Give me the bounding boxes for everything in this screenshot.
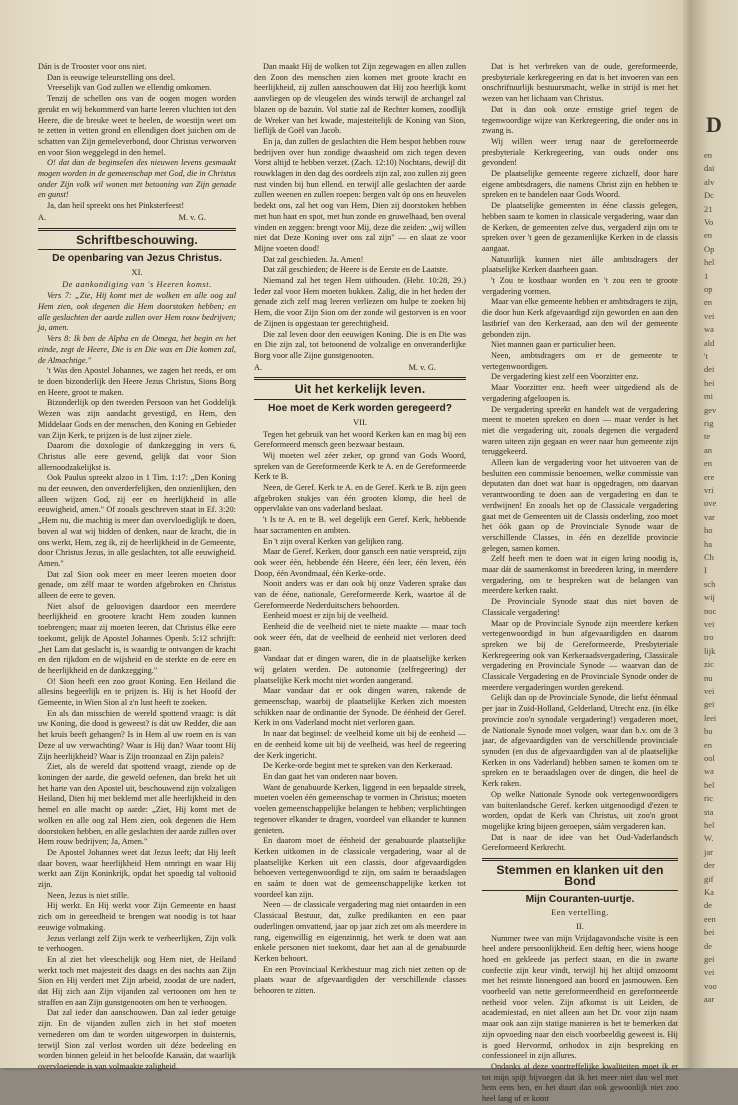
paragraph: 't Zou te kostbaar worden en 't zou een te groote vergadering vormen. bbox=[482, 276, 678, 296]
adjacent-page-fragment: leei bbox=[704, 712, 717, 723]
adjacent-page-fragment: wa bbox=[704, 766, 714, 777]
paragraph: Dat zál geschieden; de Heere is de Eerste en de Laatste. bbox=[263, 265, 448, 275]
paragraph: De vergadering kiest zelf een Voorzitter enz. bbox=[491, 372, 639, 382]
paragraph: De plaatselijke gemeente regeere zichzelf, door hare eigene ambtsdragers, die namens Christ zijn en hebben te spreken en te handelen naar Gods Woord. bbox=[482, 169, 678, 200]
paragraph: Maar op de Provinciale Synode zijn meerdere kerken vertegenwoordigd in hun afgevaardigden en daarom spreken we bij de Gereformeerde, Presbyteriale Kerkregeering ook van Kerkeraadsvergadering, Classicale vergadering en Provinciale Synode — waarvan dan de Classicale Vergadering en de Provinciale Synode onder de meerdere vergaderingen worden gerekend. bbox=[482, 618, 678, 692]
paragraph: In naar dat beginsel: de veelheid kome uit bij de eenheid — en de eenheid kome uit bij de veelheid, was heel de regeering der Kerk ingericht. bbox=[254, 729, 466, 760]
adjacent-page-fragment: Vo bbox=[704, 217, 714, 227]
adjacent-page-fragment: alv bbox=[704, 176, 715, 187]
adjacent-page-fragment: hel bbox=[704, 820, 715, 830]
adjacent-page-fragment: en bbox=[704, 230, 713, 241]
adjacent-page-fragment: op bbox=[704, 284, 713, 294]
adjacent-page-fragment: en bbox=[704, 297, 713, 308]
scripture-verses bbox=[38, 291, 236, 366]
signature-right: M. v. G. bbox=[178, 212, 206, 222]
divider bbox=[254, 399, 466, 400]
paragraph: Vandaar dat er dingen waren, die in de plaatselijke kerken wíj gelaten werden. De autonomie (zelfregeering) der plaatselijke Kerk mocht niet worden aangerand. bbox=[254, 654, 466, 685]
section-heading-schriftbeschouwing: Schriftbeschouwing. bbox=[76, 232, 198, 247]
paragraph: Tegen het gebruik van het woord Kerken kan en mag bij een Gereformeerd mensch geen bezwaar bestaan. bbox=[254, 429, 466, 450]
adjacent-page-fragment: ric bbox=[704, 793, 713, 804]
signature-line bbox=[38, 213, 236, 224]
divider bbox=[254, 377, 466, 380]
paragraph: En een Provinciaal Kerkbestuur mag zich niet zetten op de plaats waar de afgevaardigden der verschillende classes behooren te zitten. bbox=[254, 964, 466, 996]
paragraph: Vreeselijk van God zullen we ellendig omkomen. bbox=[47, 83, 212, 93]
paragraph: En daarom moet de éénheid der genabuurde plaatselijke Kerken uitkomen in de classicale vergadering, waar al de plaatselijke Kerken uit een classis, door afgevaardigden behoeven vertegenwoordigd te zijn, om saám te beraadslagen en saám te doen wat de gemeenschappelijke kerken tot voordeel kan zijn. bbox=[254, 836, 466, 899]
paragraph: Gelijk dan op de Provinciale Synode, die liefst éénmaal per jaar in Zuid-Holland, Gelderland, Utrecht enz. (in élke provincie zoo'n synodale vergadering!) vergaderen moet, de Nationale Synode moet volgen, waar dan b.v. om de 3 jaar, de afgevaardigden van de verschillende provinciale synoden (en dus de afgevaardigden van al de plaatselijke Kerken in ons Vaderland) hebben samen te komen om te spreken en te beraadslagen over de dingen, die heel de Kerk raken. bbox=[482, 693, 678, 789]
adjacent-page-fragment: Ch bbox=[704, 552, 714, 562]
adjacent-page-fragment: vei bbox=[704, 686, 715, 696]
adjacent-page-fragment: Op bbox=[704, 243, 715, 254]
paragraph: Jezus verlangt zelf Zijn werk te verheerlijken, Zijn volk te verhoogen. bbox=[38, 933, 236, 954]
adjacent-page-fragment: sta bbox=[704, 806, 714, 817]
paragraph: Ziet, als de wereld dat spottend vraagt, ziende op de koningen der aarde, die geweld oefenen, dan brekt het uit het harte van den Apostel uit, beschouwend zijn volzaligen Heiland, Dien hij met beklemd met alle heerlijkheid in den hemel en alle macht op aarde: „Ziet, Hij komt met de wolken en alle oog zal Hem zien, ook degenen die Hem doorstoken hebben, en alle geslachten der aarde zullen over Hem rouw bedrijven; Ja, Amen." bbox=[38, 762, 236, 847]
paragraph: O! Sion heeft een zoo groot Koning. Een Heiland die allesins begeerlijk en te prijzen is. Hij is het Hoofd der Gemeente, in Wien Sion al z'n lust heeft te zoeken. bbox=[38, 676, 236, 708]
adjacent-page-initial: D bbox=[706, 112, 722, 137]
column-3 bbox=[482, 62, 678, 1104]
adjacent-page-fragment: bel bbox=[704, 779, 715, 790]
adjacent-page-fragment: gev bbox=[704, 404, 717, 415]
paragraph: De plaatselijke gemeenten in ééne classis gelegen, hebben saam te komen in classicale vergadering, waar dan de Kerken, de gemeenten zelve dus, vergaderd zijn om te spreken over 't geen de gezamenlijke Kerken in de classis aangaat. bbox=[482, 201, 678, 253]
paragraph: Maar Voorzitter enz. heeft weer uitgediend als de vergadering afgeloopen is. bbox=[482, 383, 678, 403]
adjacent-page-fragment: ove bbox=[704, 498, 717, 509]
paragraph: Ondanks al deze voortreffelijke kwaliteiten moet ik er tot mijn spijt bijvoegen dat ik het meer niet dan wel met hem eens ben, en het duurt dan ook gewoonlijk niet zoo heel lang of er komt bbox=[482, 1061, 678, 1104]
adjacent-page-fragment: 't bbox=[704, 351, 708, 361]
adjacent-page-fragment: vei bbox=[704, 310, 715, 321]
adjacent-page-fragment: voo bbox=[704, 980, 717, 991]
paragraph: Die zal leven door den eeuwigen Koning. Die is en Die was en Die zijn zal, tot betoonend de volzalige en onveranderlijke Borg voor alle Zijne gunstgenooten. bbox=[254, 329, 466, 360]
adjacent-page-fragment: dai bbox=[704, 163, 715, 174]
adjacent-page-fragment: vei bbox=[704, 619, 715, 629]
paragraph: Maar de Geref. Kerken, door gansch een natie verspreid, zijn ook weer één, hebbende één Heere, één leer, één leven, één Doop, één Avondmaal, één Kerke-orde. bbox=[254, 547, 466, 578]
paragraph: Neen, de Geref. Kerk te A. en de Geref. Kerk te B. zijn geen afgebroken stukjes van één grooten klomp, die heel de oppervlakte van ons vaderland beslaat. bbox=[254, 483, 466, 514]
adjacent-page-fragment: bu bbox=[704, 726, 713, 737]
paragraph: Neen, ambtsdragers om er de gemeente te vertegenwoordigen. bbox=[482, 350, 678, 371]
intro-text bbox=[38, 62, 236, 212]
article-number: II. bbox=[576, 920, 584, 931]
adjacent-page-fragment: an bbox=[704, 444, 713, 455]
adjacent-page-fragment: nu bbox=[704, 672, 713, 683]
paragraph: Eenheid die de veelheid niet te niete maakte — maar toch ook weer één, dat de veelheid de eenheid niet verloren deed gaan. bbox=[254, 622, 466, 653]
paragraph: En al ziet het vleeschelijk oog Hem niet, de Heiland werkt toch met majesteit des daags en des nachts aan Zijn Sion en Hij verdert met Zijn arbeid, zoodat de ure nadert, dat Hij zich aan Zijn vijanden zal vertoonen om hen te straffen en aan Zijn gunstgenooten om hen te verhoogen. bbox=[38, 954, 236, 1007]
paragraph: Alleen kan de vergadering voor het uitvoeren van de besluiten een commissie benoemen, welke commissie van deputaten dan doet wat haar is opgedragen, om daarvan verantwoording te doen aan de vergadering en dan te verdwijnen! En zooals het op de Classicale vergadering gaat met de Gemeenten uit de Classis onderling, zoo moet het óók gaan op de Provinciale Synode waar de verschillende Classes, in één en dezelfde provincie gelegen, samen komen. bbox=[482, 458, 678, 553]
paragraph: En als dan misschien de wereld spottend vraagt: is dát uw Koning, die dood is geweest? is dát uw Redder, die aan het kruis beeft gehangen? Is in Hem al uw roem en is van Deze al uw verwachting? Waar is Hij dan? Waar toont Hij Zijn heerlijkheid? Waar is Zijn troonzaal en Zijn paleis? bbox=[38, 708, 236, 761]
paragraph: Zelf heeft men te doen wat in eigen kring noodig is, maar dát de saamenkomst in breederen kring, in meerdere vergadering, om te bespreken wat de belangen van meerdere kerken raakt. bbox=[482, 554, 678, 596]
adjacent-page-fragment: wij bbox=[704, 592, 715, 603]
adjacent-page-fragment: gif bbox=[704, 873, 714, 884]
paragraph: En ja, dan zullen de geslachten die Hem bespot hebben rouw bedrijven over hun zondige dwaasheid om zich tegen deven Vorst altijd te hebben verzet. (Zach. 12:10) Nochtans, dewijl dit rouwklagen in den dag des oordeels zijn zal, zoo zullen zij geen rust vinden bij hun ellend. en terwijl alle geslachten der aarde zullen weenen en zullen roepen: bergen valt óp ons en heuvelen bedekt ons, zal het oog van Hem, Dien zij doorstoken hebben met hun haat en spot, met hun zonde en gruwelhaad, ben overal vinden en zeggen: brengt voor Mij, deze die zeiden: „wij willen niet dat Deze Koning over ons zal zijn" — en slaat ze voor Mijne voeten dood! bbox=[254, 136, 466, 253]
paragraph: Daarom die doxologie of dankzegging in vers 6, Christus alle eere gevend, gelijk dat voor Sion allernoodzakelijkst is. bbox=[38, 441, 236, 472]
paragraph: O! dat dan de beginselen des nieuwen levens gesmaakt mogen worden in de gemeenschap met God, die in Christus onder Zijn volk wil wonen met betooning van Zijn genade en gunst! bbox=[38, 158, 236, 200]
adjacent-page-fragment: vei bbox=[704, 967, 715, 978]
article-title: De openbaring van Jezus Christus. bbox=[52, 253, 222, 265]
paragraph: Dat is naar de idee van het Oud-Vaderlandsch Gereformeerd Kerkrecht. bbox=[482, 832, 678, 853]
adjacent-page-fragment: tro bbox=[704, 632, 714, 643]
adjacent-page-fragment: een bbox=[704, 913, 716, 924]
adjacent-page-fragment: hel bbox=[704, 257, 715, 268]
paragraph: Neen — de classicale vergadering mag niet ontaarden in een Classicaal Bestuur, dat, zulke predikanten en een paar ouderlingen omvattend, jaar op jaar zich zet om als meerdere in rang, eigenwillig en eigenzinnig, het werk te doen wat aan enkele personen niet toekomt, daar het aan al de genabuurde Kerken behoort. bbox=[254, 900, 466, 963]
paragraph: De Apostel Johannes weet dat Jezus leeft; dat Hij leeft daar boven, waar heerlijkheid Hem omringt en waar Hij werkt aan Zijn Koninkrijk, opdat het spoedig tal voltooid zijn. bbox=[38, 847, 236, 890]
adjacent-page-fragment: aar bbox=[704, 994, 715, 1005]
paragraph: Wij willen weer terug naar de gereformeerde presbyteriale Kerkregeering, van ouds onder ons gevonden! bbox=[482, 136, 678, 168]
adjacent-page-fragment: bei bbox=[704, 927, 715, 938]
verse: Vers 7: „Zie, Hij komt met de wolken en alle oog zal Hem zien, ook degenen die Hem doorstoken hebben; en alle geslachten der aarde zullen over Hem rouw bedrijven; ja, amen. bbox=[38, 291, 236, 333]
article-title: Mijn Couranten-uurtje. bbox=[525, 894, 635, 906]
paragraph: Bizonderlijk op den tweeden Persoon van het Goddelijk Wezen was zijn aandacht gevestigd, en Hem, den Middelaar Gods en der menschen, den Koning en Gebieder van Zijn Kerk, te prijzen is de lust zijner ziele. bbox=[38, 398, 236, 440]
paragraph: Wij moeten wel zéer zeker, op grond van Gods Woord, spreken van de Gereformeerde Kerk te A. en de Gereformeerde Kerk te B. bbox=[254, 450, 466, 482]
adjacent-page-fragment: en bbox=[704, 150, 713, 160]
article-subtitle: Een vertelling. bbox=[551, 908, 609, 918]
adjacent-page-fragment: der bbox=[704, 860, 715, 871]
paragraph: Niet mannen gaan er particulier heen. bbox=[491, 340, 616, 350]
adjacent-page-fragment: mi bbox=[704, 391, 713, 402]
adjacent-page-fragment: ho bbox=[704, 525, 713, 536]
paragraph: En 't zijn overal Kerken van gelijken rang. bbox=[263, 536, 404, 546]
article-title: Hoe moet de Kerk worden geregeerd? bbox=[268, 403, 452, 415]
adjacent-page-fragment: wa bbox=[704, 324, 714, 335]
paragraph: Neen, Jezus is niet stille. bbox=[47, 890, 130, 900]
paragraph: En dan gaat het van onderen naar boven. bbox=[263, 772, 398, 781]
adjacent-page-fragment: gei bbox=[704, 954, 715, 964]
paragraph: Natuurlijk kunnen niet álle ambtsdragers der plaatselijke Kerken daarheen gaan. bbox=[482, 254, 678, 275]
paragraph: Nummer twee van mijn Vrijdagavondsche visite is een heel andere persoonlijkheid. Een deftig heer, wiens hooge hoed en gekleede jas perfect staan, en die in zwarte confectie zijn keur vindt, terwijl hij het altijd omzoomt met het reinste linnengoed aan boord en jasmouwen. Een voorbeeld van nette gereformeerdheid en gereformeerde netheid voor velen. Zijn afkomst is uit Leiden, de academiestad, en niet alleen aan het Dr. voor zijn naam maar ook aan zijn statige manieren is het te bemerken dat zijn opvoeding naar den eisch voorbeeldig geweest is. Hij is goed Hervormd, orthodox in zijn bespreking en confessioneel in zijn allures. bbox=[482, 933, 678, 1061]
divider bbox=[38, 249, 236, 250]
paragraph: Dat zal Sion ook meer en meer leeren moeten door genade, om zélf maar te worden afgebroken en Christus alleen de eere te geven. bbox=[38, 569, 236, 601]
article-body bbox=[38, 366, 236, 1072]
paragraph: Dán is de Trooster voor ons niet. bbox=[38, 62, 147, 71]
adjacent-page-fragment: var bbox=[704, 511, 715, 522]
adjacent-page-fragment: Dc bbox=[704, 190, 714, 201]
column-2 bbox=[254, 62, 466, 1052]
paragraph: Nooit anders was er dan ook bij onze Vaderen sprake dan van de ééne, nationale, Gereformeerde Kerk, waartoe ál de Gereformeerde Nederduitschers behoorden. bbox=[254, 579, 466, 610]
paragraph: Dat is het verbreken van de oude, gereformeerde, presbyteriale kerkregeering en dat is het invoeren van een onschriftuurlijk bestuursmacht, welke in strijd is met het wezen van het lichaam van Christus. bbox=[482, 62, 678, 104]
paragraph: Ook Paulus spreekt alzoo in 1 Tim. 1:17: „Den Koning nu der eeuwen, den onverderfelijken, den onzienlijken, den alleen wijzen God, zij eer en heerlijkheid in alle eeuwigheid, amen." Of zooals geschreven staat in Ef. 3:20: „Hem nu, die machtig is meer dan overvloediglijk te doen, boven al wat wij bidden of denken, naar de kracht, die in ons werkt, Hem, zeg ik, zij de heerlijkheid in de Gemeente, door Christus Jezus, in alle geslachten, tot alle eeuwigheid. Amen." bbox=[38, 473, 236, 568]
paragraph: 't Is te A. en te B. wel degelijk een Geref. Kerk, hebbende haar sacramenten en ambten. bbox=[254, 515, 466, 535]
paragraph: De vergadering spreekt en handelt wat de vergadering meent te moeten spreken en doen — maar verder is het niet die vergadering uit, zooals degenen die vergaderd waren uiteen zijn gegaan en weer naar hun gemeente zijn teruggekeerd. bbox=[482, 404, 678, 457]
article-body bbox=[482, 934, 678, 1105]
adjacent-page-fragment: 1 bbox=[704, 270, 709, 281]
section-heading-stemmen-en-klanken: Stemmen en klanken uit den Bond bbox=[496, 863, 664, 888]
article-number: VII. bbox=[352, 416, 368, 427]
paragraph: Want de genabuurde Kerken, liggend in een bepaalde streek, moeten voelen één gemeenschap te vormen in Christus; moeten voelen gemeenschappelijke belangen te hebben; verplichtingen tegenover elkander te dragen, voordeel van elkander te kunnen genieten. bbox=[254, 782, 466, 835]
adjacent-page-fragment: en bbox=[704, 458, 713, 469]
adjacent-page-fragment: lijk bbox=[704, 645, 716, 656]
adjacent-page-fragment: rig bbox=[704, 418, 714, 428]
divider bbox=[38, 228, 236, 231]
continued-text bbox=[254, 62, 466, 362]
adjacent-page-fragment: sch bbox=[704, 578, 716, 589]
adjacent-page-fragment: de bbox=[704, 900, 713, 911]
paragraph: Op welke Nationale Synode ook vertegenwoordigers van buitenlandsche Geref. kerken uitgenoodigd d'ezen te worden, opdat de Kerk van Christus, uit zoo'n groot mogelijke kring bijeen geroepen, sáám vergaderen kan. bbox=[482, 789, 678, 831]
verse: Vers 8: Ik ben de Alpha en de Omega, het begin en het einde, zegt de Heere, Die is en Die was en Die komen zal, de Almachtige." bbox=[38, 334, 236, 365]
paragraph: 't Was den Apostel Johannes, we zagen het reeds, er om te doen bizonderlijk den Heere Jezus Christus, Sions Borg en Heere, groot te maken. bbox=[38, 366, 236, 397]
adjacent-page-fragment: hei bbox=[704, 377, 715, 388]
paragraph: Maar van elke gemeente hebben er ambtsdragers te zijn, die door hun Kerk afgevaardigd zijn geworden en aan den lastbrief van den Kerkeraad, aan den wil der gemeente gebonden zijn. bbox=[482, 297, 678, 339]
paragraph: De Kerke-orde begint met te spreken van den Kerkeraad. bbox=[263, 761, 453, 771]
paragraph: Dat zal ieder dan aanschouwen. Dan zal ieder getuige zijn. En de vijanden zullen zich in het stof moeten vernederen om dan te worden uitgeworpen in duisternis, terwijl Sion zal verlost worden uit déze bedeeling en worden binnen geleid in het beloofde Kanaän, dat waarlijk overvloeiende is van volmaakte zaligheid. bbox=[38, 1008, 236, 1071]
page-fold bbox=[683, 0, 690, 1068]
paragraph: Eenheid moest er zijn bij de veelheid. bbox=[263, 611, 389, 621]
signature-line bbox=[254, 363, 466, 374]
paragraph: Niemand zal het tegen Hem uithouden. (Hebr. 10:28, 29.) Ieder zal voor Hem moeten bukken. Zalig, die in het heden der genade zich zelf mag leeren verliezen om hulpe te zoeken bij Hem, die voor Zijn Sion om der zonde wil gestorven is en voor de Zijnen is opgestaan ter gerechtigheid. bbox=[254, 276, 466, 328]
adjacent-page-fragment: gei bbox=[704, 699, 715, 710]
adjacent-page-fragment: ool bbox=[704, 753, 715, 763]
paragraph: Tenzij de schellen ons van de oogen mogen worden gerukt en wij bekommerd van harte leeren vluchten tot den Heere, die de breuke weet te heelen, de woestijn weet om te zetten in vetten grond en ellendigen doet juichen om de schatten van Zijn gemeleverbond, door Christus verworven en voor Sion weggelegd in den hemel. bbox=[38, 94, 236, 157]
continued-text bbox=[482, 62, 678, 854]
adjacent-page-fragment: vri bbox=[704, 485, 714, 495]
signature-left: A. bbox=[254, 362, 263, 372]
paragraph: Maar vandaar dat er ook dingen waren, rakende de gemeenschap, waarbij de plaatselijke Kerken zich moesten schikken naar de ordinantie der Synode. De éénheid der Geref. Kerk in ons Vaderland mocht niet verloren gaan. bbox=[254, 686, 466, 728]
paragraph: Hij werkt. En Hij werkt voor Zijn Gemeente en haast zich om in gereedheid te brengen wat noodig is tot haar eeuwige volmaking. bbox=[38, 901, 236, 932]
paragraph: Dat zal geschieden. Ja. Amen! bbox=[263, 254, 364, 264]
adjacent-page-fragment: en bbox=[704, 739, 713, 750]
paragraph: De Provinciale Synode staat dus niet boven de Classicale vergadering! bbox=[482, 597, 678, 617]
adjacent-page-fragment: ha bbox=[704, 538, 713, 549]
adjacent-page-fragment: dei bbox=[704, 364, 715, 375]
adjacent-page-fragment: te bbox=[704, 431, 711, 442]
adjacent-page-fragment: 21 bbox=[704, 203, 713, 214]
article-body bbox=[254, 430, 466, 997]
divider bbox=[482, 858, 678, 861]
article-subtitle: De aankondiging van 's Heeren komst. bbox=[62, 279, 212, 289]
paragraph: Ja, dan heil spreekt ons het Pinksterfeest! bbox=[47, 201, 185, 211]
article-number: XI. bbox=[131, 266, 143, 277]
signature-left: A. bbox=[38, 212, 47, 222]
adjacent-page-fragment: zic bbox=[704, 659, 714, 670]
adjacent-page-edge bbox=[690, 0, 738, 1068]
adjacent-page-fragment: jar bbox=[704, 846, 713, 857]
adjacent-page-fragment: W. bbox=[704, 833, 714, 844]
column-1 bbox=[38, 62, 236, 1071]
adjacent-page-fragment: ald bbox=[704, 337, 715, 348]
section-heading-kerkelijk-leven: Uit het kerkelijk leven. bbox=[294, 382, 426, 397]
paragraph: Dan is eeuwige teleurstelling ons deel. bbox=[47, 72, 176, 82]
paragraph: Dan maakt Hij de wolken tot Zijn zegewagen en allen zullen den Zoon des menschen zien komen met groote kracht en heerlijkheid, zij zullen aanschouwen dat Hij zoo heerlijk komt aanvliegen op de vleugelen des winds terwijl de archangel zal blazen op de bazuin. Vol statie zal de Rechter komen, zoodlijk de Wreker van het kwade, majesteitelijk de Koning van Sion, lieflijk de Goël van Jacob. bbox=[254, 62, 466, 136]
paragraph: Dat is dan ook onze ernstige grief tegen de tegenwoordige wijze van Kerkregeering, die onder ons in zwang is. bbox=[482, 104, 678, 136]
paragraph: Niet alsof de geloovigen daardoor een meerdere heerlijkheid en grootere kracht Hem zouden kunnen toebrengen; maar zij moeten leeren, dat Christus élke eere toekomt, gelijk de Apostel Johannes Openb. 5:12 schrijft: „het Lam dat geslacht is, is waardig te ontvangen de kracht en den rijkdom en de wijsheid en de sterkte en de eere en de heerlijkheid en de dankzegging." bbox=[38, 601, 236, 675]
adjacent-page-fragment: de bbox=[704, 940, 713, 951]
adjacent-page-fragment: ere bbox=[704, 471, 715, 482]
adjacent-page-fragment: I bbox=[704, 565, 707, 576]
adjacent-page-fragment: noc bbox=[704, 605, 717, 616]
divider bbox=[482, 890, 678, 891]
signature-right: M. v. G. bbox=[408, 362, 436, 372]
adjacent-page-fragment: Ka bbox=[704, 887, 714, 897]
